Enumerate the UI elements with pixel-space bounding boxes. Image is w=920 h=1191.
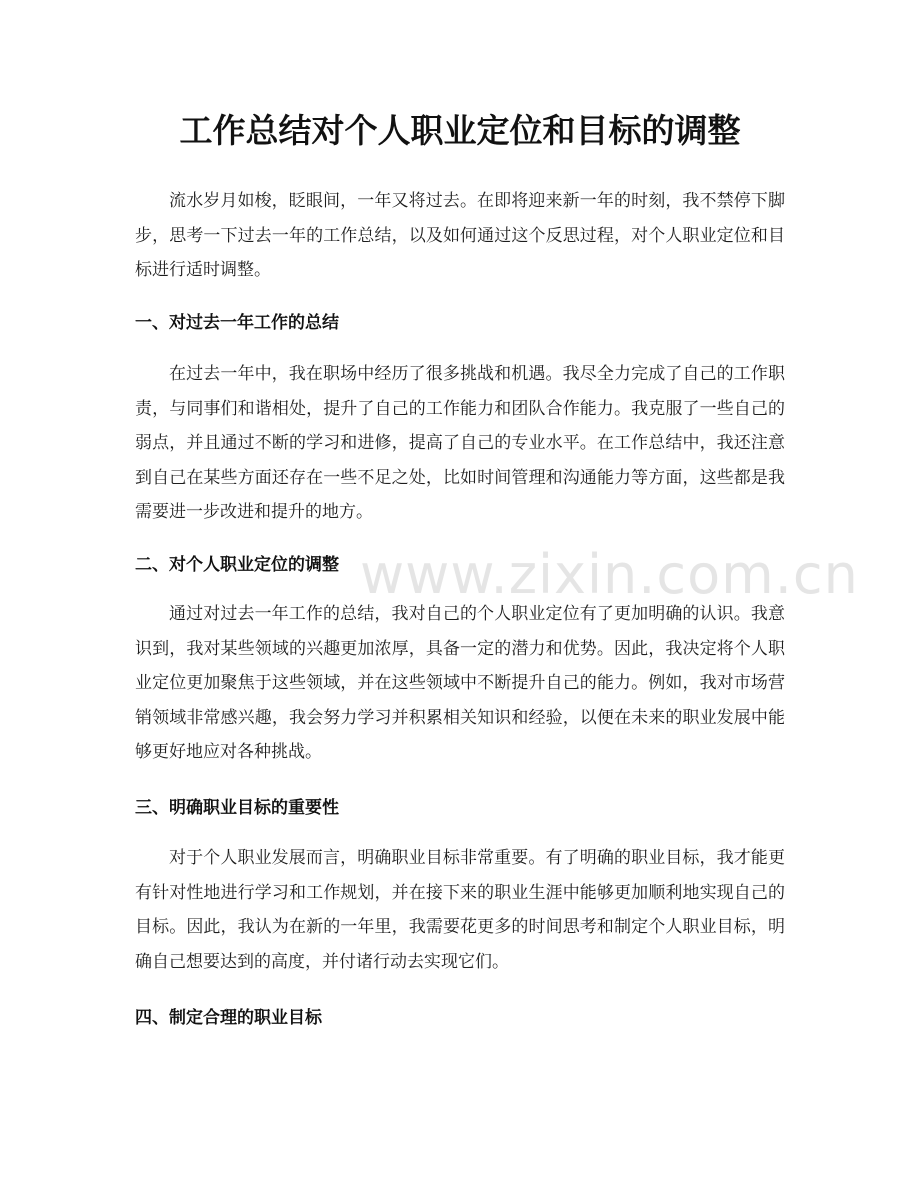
section-body-2: 通过对过去一年工作的总结，我对自己的个人职业定位有了更加明确的认识。我意识到，我对某些领域的兴趣更加浓厚，具备一定的潜力和优势。因此，我决定将个人职业定位更加聚焦于这些领域，并在这些领域中不断提升自己的能力。例如，我对市场营销领域非常感兴趣，我会努力学习并积累相关知识和经验，以便在未来的职业发展中能够更好地应对各种挑战。 — [135, 604, 785, 762]
document-title: 工作总结对个人职业定位和目标的调整 — [179, 111, 741, 150]
intro-paragraph: 流水岁月如梭，眨眼间，一年又将过去。在即将迎来新一年的时刻，我不禁停下脚步，思考一下过去一年的工作总结，以及如何通过这个反思过程，对个人职业定位和目标进行适时调整。 — [135, 191, 785, 280]
section-body-1: 在过去一年中，我在职场中经历了很多挑战和机遇。我尽全力完成了自己的工作职责，与同事们和谐相处，提升了自己的工作能力和团队合作能力。我克服了一些自己的弱点，并且通过不断的学习和进修，提高了自己的专业水平。在工作总结中，我还注意到自己在某些方面还存在一些不足之处，比如时间管理和沟通能力等方面，这些都是我需要进一步改进和提升的地方。 — [135, 364, 785, 522]
section-heading-2: 二、对个人职业定位的调整 — [135, 555, 339, 575]
section-heading-4: 四、制定合理的职业目标 — [135, 1008, 322, 1028]
section-heading-3: 三、明确职业目标的重要性 — [135, 798, 339, 818]
section-body-3: 对于个人职业发展而言，明确职业目标非常重要。有了明确的职业目标，我才能更有针对性地进行学习和工作规划，并在接下来的职业生涯中能够更加顺利地实现自己的目标。因此，我认为在新的一年里，我需要花更多的时间思考和制定个人职业目标，明确自己想要达到的高度，并付诸行动去实现它们。 — [135, 848, 785, 972]
section-heading-1: 一、对过去一年工作的总结 — [135, 313, 339, 333]
watermark-text: www.zixin.com.cn — [360, 543, 859, 606]
